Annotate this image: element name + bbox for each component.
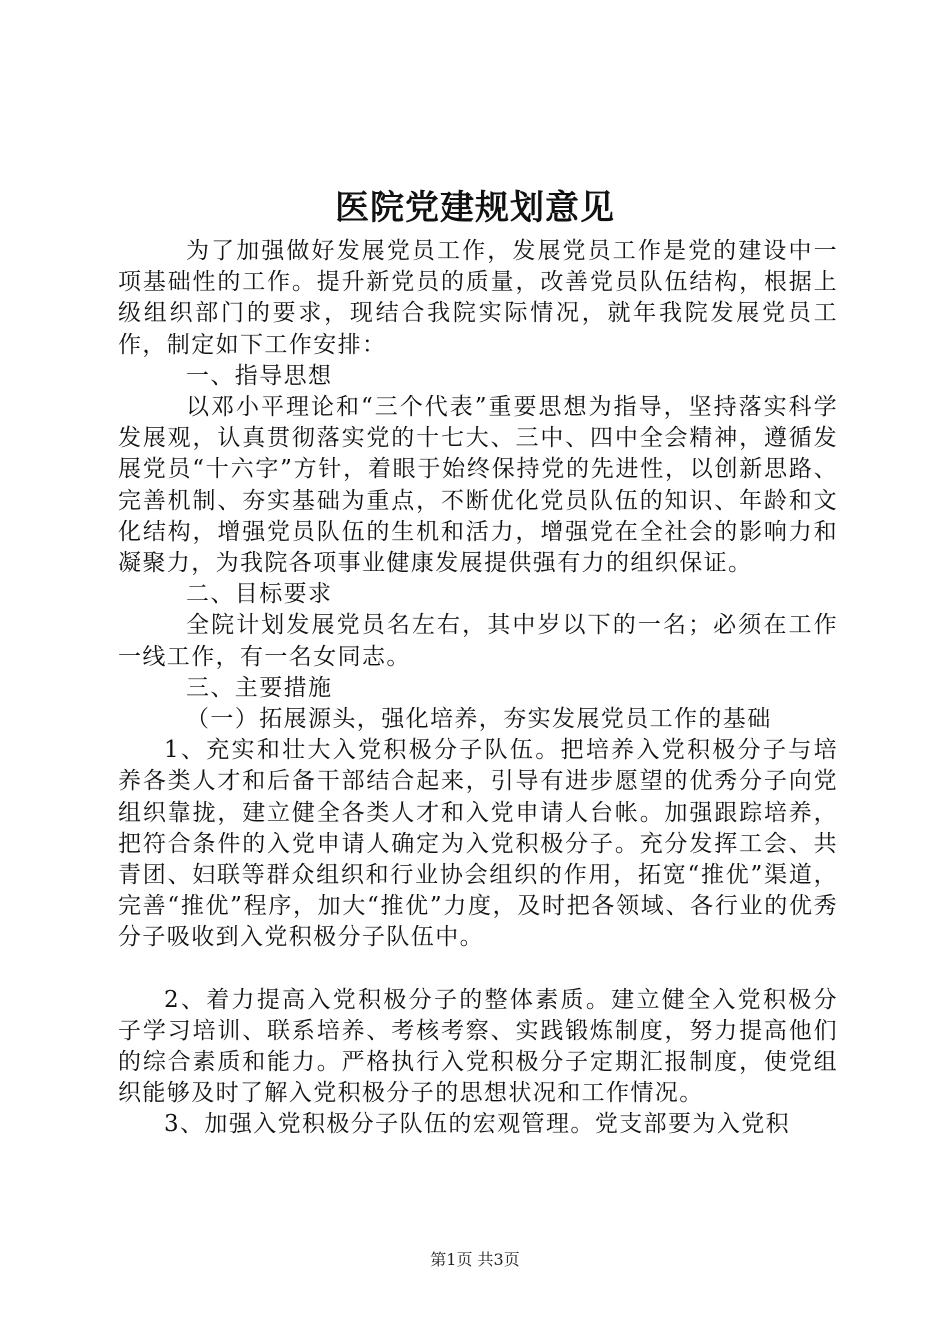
- paragraph-goals: 全院计划发展党员名左右，其中岁以下的一名；必须在工作一线工作，有一名女同志。: [118, 612, 838, 670]
- paragraph-measure-1-2: 2、着力提高入党积极分子的整体素质。建立健全入党积极分子学习培训、联系培养、考核考察、实践锻炼制度，努力提高他们的综合素质和能力。严格执行入党积极分子定期汇报制度，使党组织能够及时了解入党积极分子的思想状况和工作情况。: [118, 986, 838, 1107]
- heading-goals: 二、目标要求: [186, 581, 333, 608]
- paragraph-guiding-thought: 以邓小平理论和“三个代表”重要思想为指导，坚持落实科学发展观，认真贯彻落实党的十七大、三中、四中全会精神，遵循发展党员“十六字”方针，着眼于始终保持党的先进性，以创新思路、完善机制、夯实基础为重点，不断优化党员队伍的知识、年龄和文化结构，增强党员队伍的生机和活力，增强党在全社会的影响力和凝聚力，为我院各项事业健康发展提供强有力的组织保证。: [118, 394, 838, 577]
- paragraph-spacer: [118, 954, 838, 985]
- paragraph-measure-1-3: 3、加强入党积极分子队伍的宏观管理。党支部要为入党积: [164, 1111, 791, 1138]
- page-number: 第1页 共3页: [430, 1250, 520, 1269]
- paragraph-intro: 为了加强做好发展党员工作，发展党员工作是党的建设中一项基础性的工作。提升新党员的质量，改善党员队伍结构，根据上级组织部门的要求，现结合我院实际情况，就年我院发展党员工作，制定如下工作安排：: [118, 238, 838, 358]
- heading-measures: 三、主要措施: [186, 674, 333, 701]
- heading-guiding-thought: 一、指导思想: [186, 362, 333, 389]
- document-body: [118, 236, 838, 1141]
- paragraph-measure-1-1: 1、充实和壮大入党积极分子队伍。把培养入党积极分子与培养各类人才和后备干部结合起来，引导有进步愿望的优秀分子向党组织靠拢，建立健全各类人才和入党申请人台帐。加强跟踪培养，把符合条件的入党申请人确定为入党积极分子。充分发挥工会、共青团、妇联等群众组织和行业协会组织的作用，拓宽“推优”渠道，完善“推优”程序，加大“推优”力度，及时把各领域、各行业的优秀分子吸收到入党积极分子队伍中。: [118, 737, 838, 951]
- subheading-measure-1: （一）拓展源头，强化培养，夯实发展党员工作的基础: [186, 706, 772, 733]
- document-title: 医院党建规划意见: [335, 188, 615, 228]
